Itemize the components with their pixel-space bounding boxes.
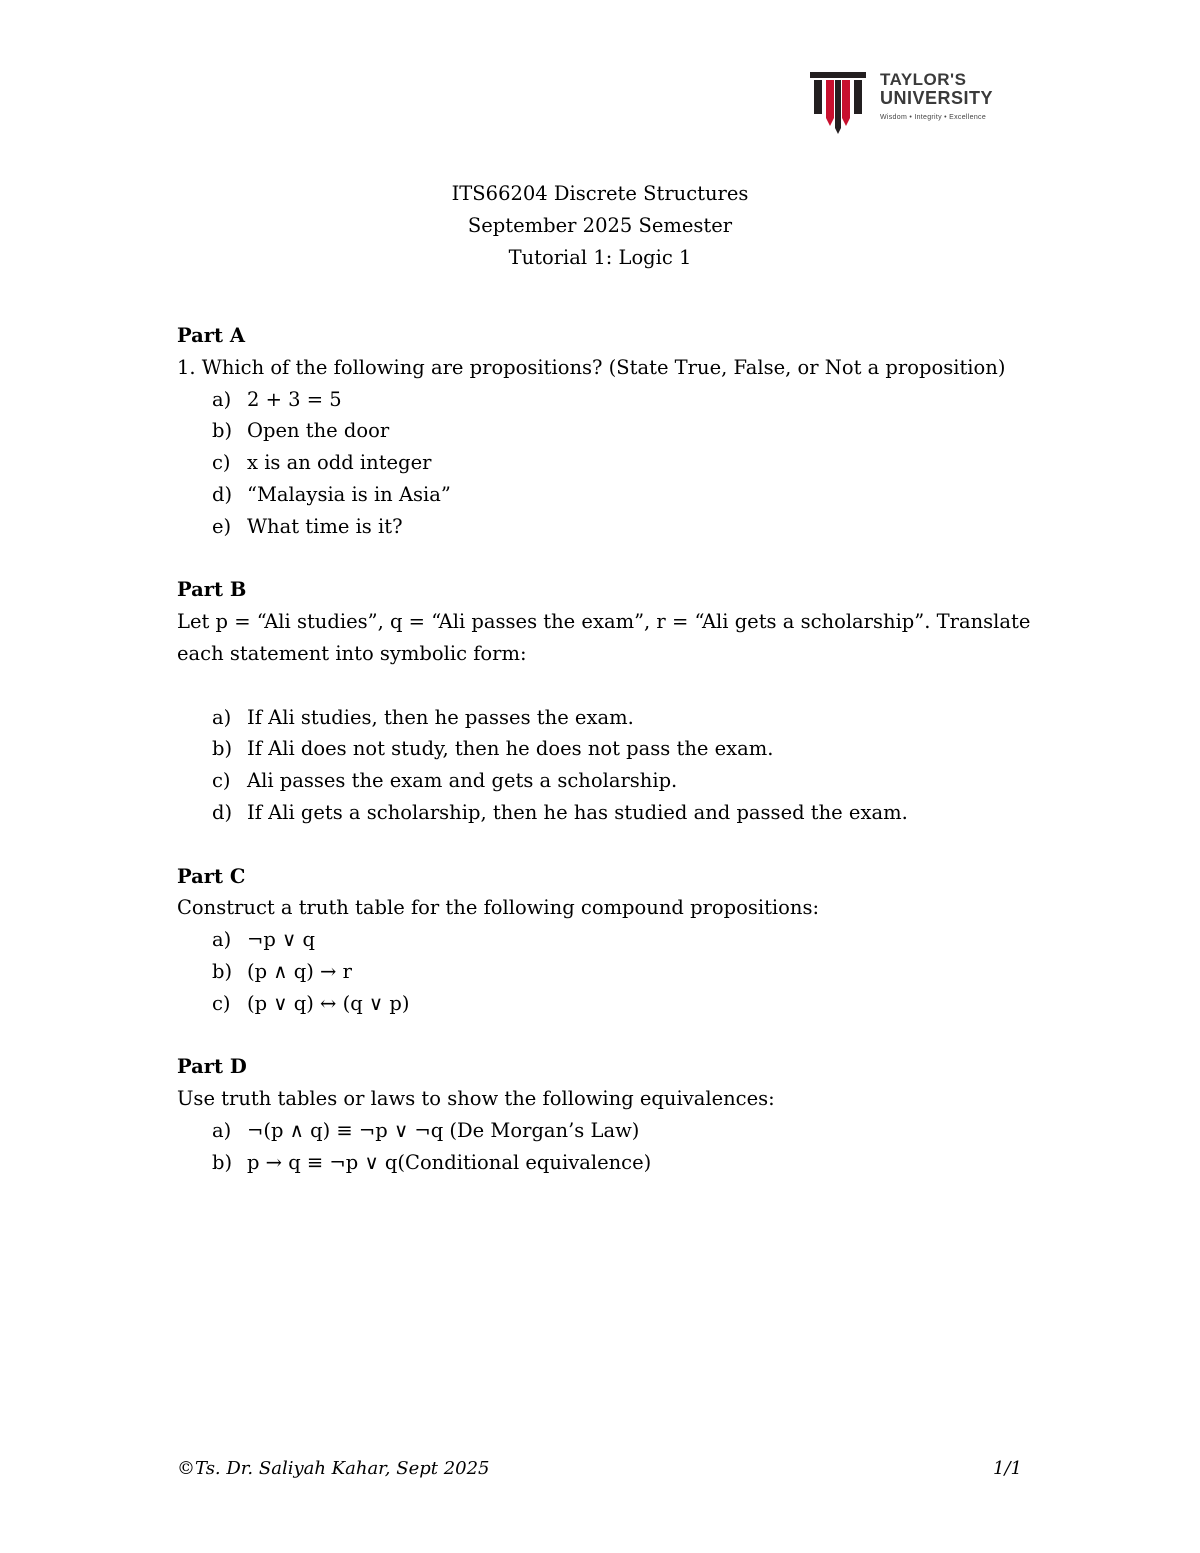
footer-author: ©Ts. Dr. Saliyah Kahar, Sept 2025: [177, 1458, 490, 1479]
item-label: c): [212, 769, 231, 793]
part-b-intro-line2: each statement into symbolic form:: [177, 641, 527, 665]
tutorial-title: Tutorial 1: Logic 1: [508, 246, 692, 269]
item-label: a): [212, 1118, 232, 1142]
document-body: [177, 320, 1031, 1179]
part-a-item: [177, 447, 1027, 479]
footer-page-number: 1/1: [993, 1458, 1022, 1479]
logo-tagline: Wisdom • Integrity • Excellence: [880, 114, 987, 121]
item-label: b): [212, 737, 233, 761]
item-label: b): [212, 1150, 233, 1174]
item-label: d): [212, 482, 233, 506]
item-label: c): [212, 451, 231, 475]
spacer: [177, 1020, 1027, 1052]
item-text: Ali passes the exam and gets a scholarship.: [247, 769, 678, 793]
item-text: 2 + 3 = 5: [247, 387, 342, 411]
item-text: x is an odd integer: [247, 451, 432, 475]
logo-text-taylors: TAYLOR'S: [880, 70, 967, 89]
part-b-item: [177, 702, 1027, 734]
semester-title: September 2025 Semester: [467, 214, 733, 237]
item-label: b): [212, 959, 233, 983]
item-text: (p ∨ q) ↔ (q ∨ p): [247, 991, 410, 1015]
part-d-intro: Use truth tables or laws to show the following equivalences:: [177, 1087, 775, 1111]
item-text: p → q ≡ ¬p ∨ q(Conditional equivalence): [247, 1150, 652, 1174]
part-c-heading: Part C: [177, 864, 246, 888]
part-d-item: [177, 1115, 1027, 1147]
part-a-item: [177, 415, 1027, 447]
part-a-item: [177, 511, 1027, 543]
part-a-question: 1. Which of the following are propositions? (State True, False, or Not a proposition): [177, 355, 1006, 379]
item-text: What time is it?: [247, 514, 403, 538]
item-label: a): [212, 705, 232, 729]
part-b-intro-line1: Let p = “Ali studies”, q = “Ali passes the exam”, r = “Ali gets a scholarship”. Translate: [177, 610, 1031, 634]
university-logo: [808, 70, 1018, 136]
part-d-heading: Part D: [177, 1055, 247, 1079]
part-c-intro: Construct a truth table for the following compound propositions:: [177, 896, 820, 920]
course-title: ITS66204 Discrete Structures: [451, 182, 749, 205]
item-label: a): [212, 387, 232, 411]
item-label: d): [212, 800, 233, 824]
item-text: Open the door: [247, 419, 390, 443]
taylors-emblem-icon: [808, 70, 870, 136]
part-d-item: [177, 1147, 1027, 1179]
part-c-item: [177, 956, 1027, 988]
part-b-item: [177, 797, 1027, 829]
item-text: If Ali studies, then he passes the exam.: [247, 705, 634, 729]
item-label: b): [212, 419, 233, 443]
item-text: If Ali does not study, then he does not pass the exam.: [247, 737, 774, 761]
item-label: e): [212, 514, 232, 538]
item-text: ¬p ∨ q: [247, 928, 315, 952]
logo-text-university: UNIVERSITY: [880, 88, 994, 108]
part-a-item: [177, 384, 1027, 416]
item-label: c): [212, 991, 231, 1015]
spacer: [177, 670, 1027, 702]
part-b-item: [177, 733, 1027, 765]
spacer: [177, 829, 1027, 861]
item-text: “Malaysia is in Asia”: [247, 482, 451, 506]
part-b-item: [177, 765, 1027, 797]
part-a-item: [177, 479, 1027, 511]
spacer: [177, 543, 1027, 575]
item-text: ¬(p ∧ q) ≡ ¬p ∨ ¬q (De Morgan’s Law): [247, 1118, 640, 1142]
part-a-heading: Part A: [177, 324, 245, 347]
document-header: [0, 178, 1200, 274]
part-c-item: [177, 924, 1027, 956]
item-text: If Ali gets a scholarship, then he has studied and passed the exam.: [247, 800, 908, 824]
item-text: (p ∧ q) → r: [247, 959, 352, 983]
part-b-heading: Part B: [177, 578, 247, 602]
item-label: a): [212, 928, 232, 952]
part-c-item: [177, 988, 1027, 1020]
